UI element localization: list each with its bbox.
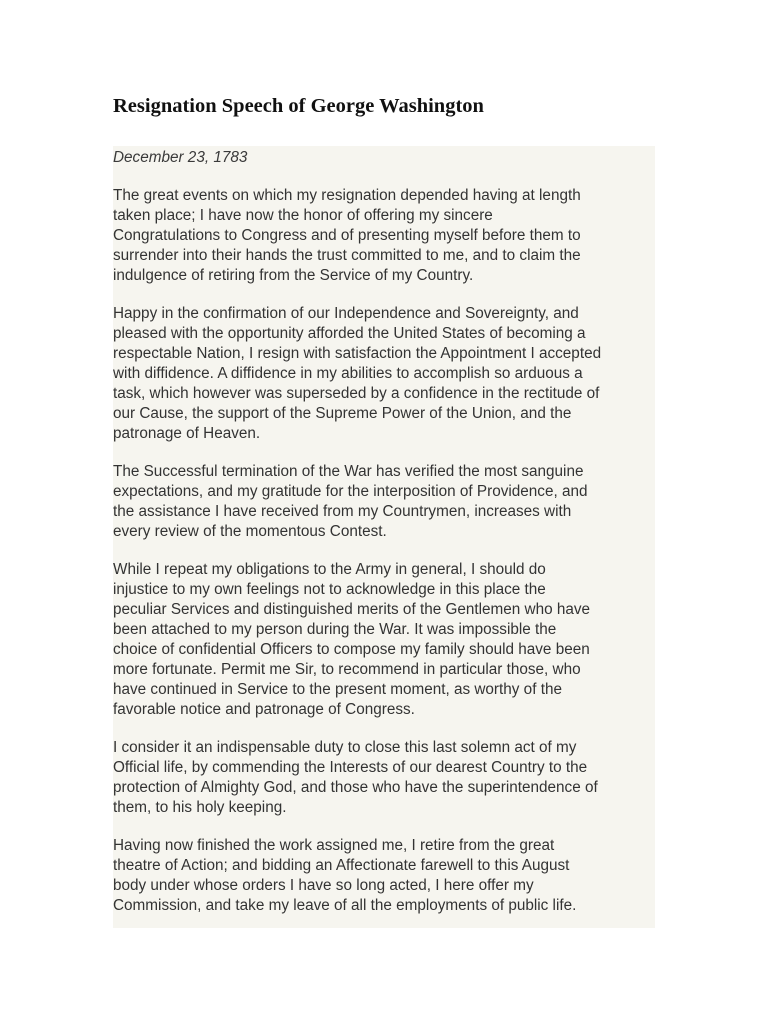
paragraph-line: Commission, and take my leave of all the employments of public life. — [113, 897, 577, 914]
paragraph-line: our Cause, the support of the Supreme Power of the Union, and the — [113, 405, 572, 422]
paragraph-line: have continued in Service to the present moment, as worthy of the — [113, 681, 562, 698]
paragraph-line: the assistance I have received from my Countrymen, increases with — [113, 503, 572, 520]
paragraph-line: I consider it an indispensable duty to close this last solemn act of my — [113, 739, 577, 756]
paragraph-line: task, which however was superseded by a confidence in the rectitude of — [113, 385, 600, 402]
paragraph-line: been attached to my person during the War. It was impossible the — [113, 621, 557, 638]
speech-text-box — [113, 146, 655, 928]
speech-paragraph — [113, 186, 655, 286]
paragraph-line: theatre of Action; and bidding an Affectionate farewell to this August — [113, 857, 570, 874]
paragraph-line: more fortunate. Permit me Sir, to recommend in particular those, who — [113, 661, 581, 678]
paragraph-line: Official life, by commending the Interests of our dearest Country to the — [113, 759, 588, 776]
paragraph-line: body under whose orders I have so long acted, I here offer my — [113, 877, 534, 894]
paragraph-line: patronage of Heaven. — [113, 425, 261, 442]
paragraph-line: taken place; I have now the honor of offering my sincere — [113, 207, 493, 224]
paragraph-line: indulgence of retiring from the Service of my Country. — [113, 267, 474, 284]
paragraph-line: every review of the momentous Contest. — [113, 523, 387, 540]
speech-paragraph — [113, 738, 655, 818]
paragraph-line: expectations, and my gratitude for the interposition of Providence, and — [113, 483, 588, 500]
paragraph-line: Having now finished the work assigned me, I retire from the great — [113, 837, 555, 854]
paragraph-line: The Successful termination of the War has verified the most sanguine — [113, 463, 584, 480]
paragraph-line: favorable notice and patronage of Congress. — [113, 701, 415, 718]
paragraph-line: with diffidence. A diffidence in my abilities to accomplish so arduous a — [113, 365, 583, 382]
speech-body — [113, 186, 655, 916]
document-title: Resignation Speech of George Washington — [113, 95, 484, 117]
paragraph-line: pleased with the opportunity afforded the United States of becoming a — [113, 325, 586, 342]
paragraph-line: Happy in the confirmation of our Independence and Sovereignty, and — [113, 305, 579, 322]
paragraph-line: protection of Almighty God, and those who have the superintendence of — [113, 779, 598, 796]
paragraph-line: While I repeat my obligations to the Army in general, I should do — [113, 561, 546, 578]
paragraph-line: surrender into their hands the trust committed to me, and to claim the — [113, 247, 581, 264]
paragraph-line: The great events on which my resignation depended having at length — [113, 187, 581, 204]
speech-paragraph — [113, 462, 655, 542]
paragraph-line: choice of confidential Officers to compose my family should have been — [113, 641, 590, 658]
paragraph-line: injustice to my own feelings not to acknowledge in this place the — [113, 581, 546, 598]
speech-paragraph — [113, 304, 655, 444]
paragraph-line: respectable Nation, I resign with satisfaction the Appointment I accepted — [113, 345, 602, 362]
paragraph-line: Congratulations to Congress and of presenting myself before them to — [113, 227, 581, 244]
paragraph-line: them, to his holy keeping. — [113, 799, 287, 816]
speech-date: December 23, 1783 — [113, 149, 248, 166]
paragraph-line: peculiar Services and distinguished merits of the Gentlemen who have — [113, 601, 591, 618]
speech-paragraph — [113, 836, 655, 916]
speech-paragraph — [113, 560, 655, 720]
